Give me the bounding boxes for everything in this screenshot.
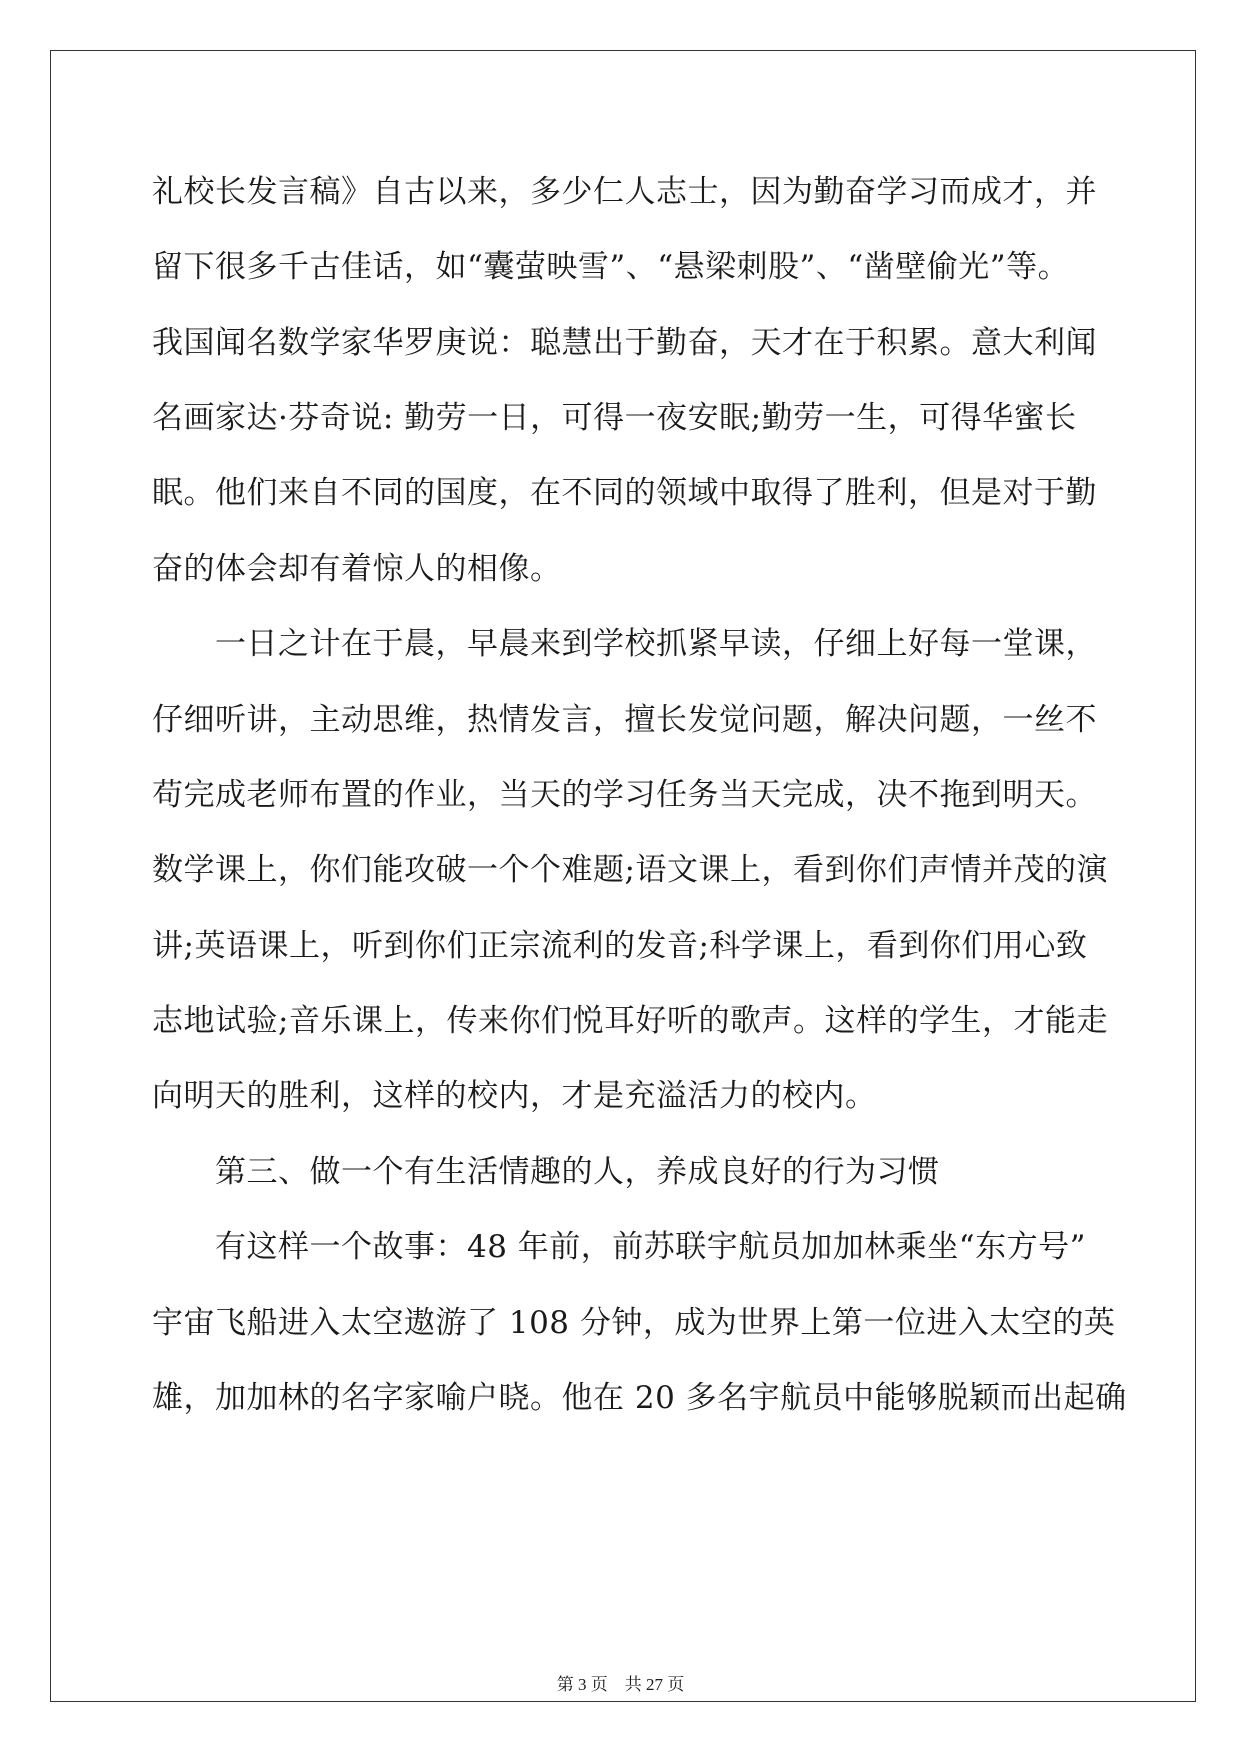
text-line: 向明天的胜利，这样的校内，才是充溢活力的校内。 — [152, 1078, 877, 1114]
text-line: 眠。他们来自不同的国度，在不同的领域中取得了胜利，但是对于勤 — [152, 475, 1097, 511]
text-line: 讲;英语课上，听到你们正宗流利的发音;科学课上，看到你们用心致 — [152, 928, 1088, 964]
page-total: 共 27 页 — [624, 1675, 685, 1694]
text-line: 名画家达·芬奇说: 勤劳一日，可得一夜安眠;勤劳一生，可得华蜜长 — [152, 400, 1077, 436]
text-line: 留下很多千古佳话，如“囊萤映雪”、“悬梁刺股”、“凿壁偷光”等。 — [152, 249, 1070, 285]
text-line: 奋的体会却有着惊人的相像。 — [152, 551, 562, 587]
page-footer — [0, 1674, 1241, 1696]
text-line: 礼校长发言稿》自古以来，多少仁人志士，因为勤奋学习而成才，并 — [152, 174, 1097, 210]
text-line: 数学课上，你们能攻破一个个难题;语文课上，看到你们声情并茂的演 — [152, 852, 1108, 888]
text-line: 宇宙飞船进入太空遨游了 108 分钟，成为世界上第一位进入太空的英 — [152, 1305, 1116, 1341]
text-line: 一日之计在于晨，早晨来到学校抓紧早读，仔细上好每一堂课， — [152, 626, 1097, 662]
text-line: 第三、做一个有生活情趣的人，养成良好的行为习惯 — [152, 1154, 940, 1190]
text-line: 雄，加加林的名字家喻户晓。他在 20 多名宇航员中能够脱颖而出起确 — [152, 1380, 1127, 1416]
text-line: 志地试验;音乐课上，传来你们悦耳好听的歌声。这样的学生，才能走 — [152, 1003, 1108, 1039]
page-number: 第 3 页 — [556, 1675, 608, 1694]
text-line: 苟完成老师布置的作业，当天的学习任务当天完成，决不拖到明天。 — [152, 777, 1097, 813]
text-line: 仔细听讲，主动思维，热情发言，擅长发觉问题，解决问题，一丝不 — [152, 702, 1097, 738]
text-line: 有这样一个故事：48 年前，前苏联宇航员加加林乘坐“东方号” — [152, 1229, 1086, 1265]
text-line: 我国闻名数学家华罗庚说：聪慧出于勤奋，天才在于积累。意大利闻 — [152, 325, 1097, 361]
